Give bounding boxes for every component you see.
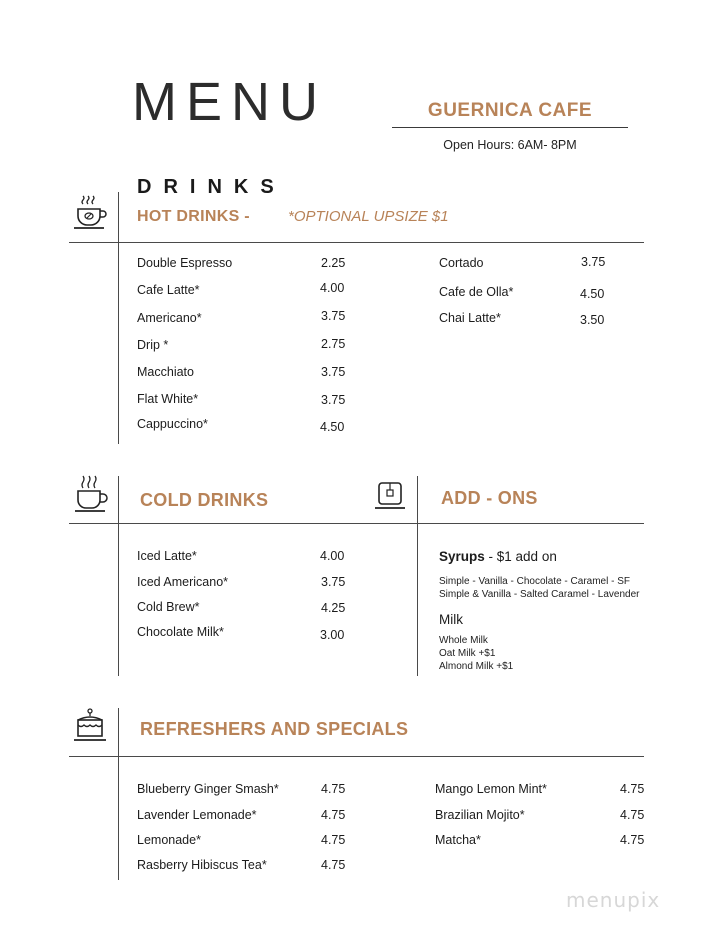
refreshers-vertical-rule — [118, 708, 119, 880]
milk-item: Oat Milk +$1 — [439, 648, 496, 659]
menu-item-price: 2.25 — [321, 256, 346, 270]
cake-icon — [72, 707, 110, 745]
syrups-options-2: Simple & Vanilla - Salted Caramel - Lavender — [439, 589, 640, 600]
menu-item-price: 3.50 — [580, 313, 605, 327]
menu-item-name: Double Espresso — [137, 256, 233, 270]
menu-item-price: 4.00 — [320, 281, 345, 295]
hot-horizontal-rule — [69, 242, 644, 243]
syrups-label: Syrups — [439, 549, 485, 564]
menu-item-name: Mango Lemon Mint* — [435, 782, 547, 796]
menu-item-price: 4.75 — [620, 833, 645, 847]
menu-item-name: Americano* — [137, 311, 202, 325]
menu-item-price: 4.75 — [620, 808, 645, 822]
menu-item-price: 4.75 — [620, 782, 645, 796]
hot-drinks-title: HOT DRINKS - — [137, 208, 250, 225]
milk-item: Almond Milk +$1 — [439, 661, 514, 672]
menu-item-name: Cortado — [439, 256, 484, 270]
addons-vertical-rule — [417, 476, 418, 676]
drinks-heading: DRINKS — [137, 176, 286, 198]
menu-item-price: 3.75 — [321, 575, 346, 589]
menu-item-price: 4.50 — [580, 287, 605, 301]
menu-item-price: 3.75 — [321, 393, 346, 407]
espresso-cup-icon — [72, 192, 108, 232]
syrups-line — [439, 549, 557, 564]
menu-item-price: 4.25 — [321, 601, 346, 615]
menu-item-price: 2.75 — [321, 337, 346, 351]
menu-item-price: 3.75 — [321, 309, 346, 323]
menu-item-name: Cappuccino* — [137, 417, 208, 431]
menu-item-name: Rasberry Hibiscus Tea* — [137, 858, 267, 872]
cold-horizontal-rule — [69, 523, 644, 524]
menu-title: MENU — [132, 72, 327, 132]
menu-item-price: 4.75 — [321, 833, 346, 847]
menu-item-name: Lemonade* — [137, 833, 201, 847]
milk-item: Whole Milk — [439, 635, 488, 646]
menu-item-name: Brazilian Mojito* — [435, 808, 525, 822]
menu-item-price: 3.00 — [320, 628, 345, 642]
menu-item-price: 4.00 — [320, 549, 345, 563]
menu-item-name: Chocolate Milk* — [137, 625, 224, 639]
tea-cup-icon — [374, 480, 408, 514]
menu-item-name: Iced Latte* — [137, 549, 197, 563]
refreshers-horizontal-rule — [69, 756, 644, 757]
menu-item-price: 4.75 — [321, 808, 346, 822]
menu-item-price: 4.75 — [321, 858, 346, 872]
cold-drinks-title: COLD DRINKS — [140, 490, 269, 510]
milk-label: Milk — [439, 612, 463, 627]
menu-item-price: 4.50 — [320, 420, 345, 434]
menu-item-name: Flat White* — [137, 392, 199, 406]
menu-item-name: Drip * — [137, 338, 169, 352]
watermark: menupix — [566, 888, 661, 912]
menu-item-name: Macchiato — [137, 365, 194, 379]
cafe-name: GUERNICA CAFE — [427, 100, 593, 121]
syrups-price: - $1 add on — [484, 549, 557, 564]
menu-item-name: Cafe de Olla* — [439, 285, 514, 299]
menu-item-name: Lavender Lemonade* — [137, 808, 257, 822]
hot-coffee-mug-icon — [72, 474, 110, 514]
cold-vertical-rule — [118, 476, 119, 676]
addons-title: ADD - ONS — [441, 488, 538, 508]
menu-item-price: 3.75 — [321, 365, 346, 379]
refreshers-title: REFRESHERS AND SPECIALS — [140, 719, 409, 739]
cafe-underline — [392, 127, 628, 128]
hot-vertical-rule — [118, 192, 119, 444]
menu-item-name: Cold Brew* — [137, 600, 200, 614]
menu-item-name: Blueberry Ginger Smash* — [137, 782, 279, 796]
menu-item-price: 3.75 — [581, 255, 606, 269]
menu-item-price: 4.75 — [321, 782, 346, 796]
syrups-options-1: Simple - Vanilla - Chocolate - Caramel - SF — [439, 576, 630, 587]
menu-item-name: Matcha* — [435, 833, 481, 847]
menu-item-name: Iced Americano* — [137, 575, 229, 589]
menu-item-name: Chai Latte* — [439, 311, 501, 325]
open-hours: Open Hours: 6AM- 8PM — [443, 138, 577, 152]
menu-item-name: Cafe Latte* — [137, 283, 200, 297]
upsize-note: *OPTIONAL UPSIZE $1 — [288, 208, 449, 225]
